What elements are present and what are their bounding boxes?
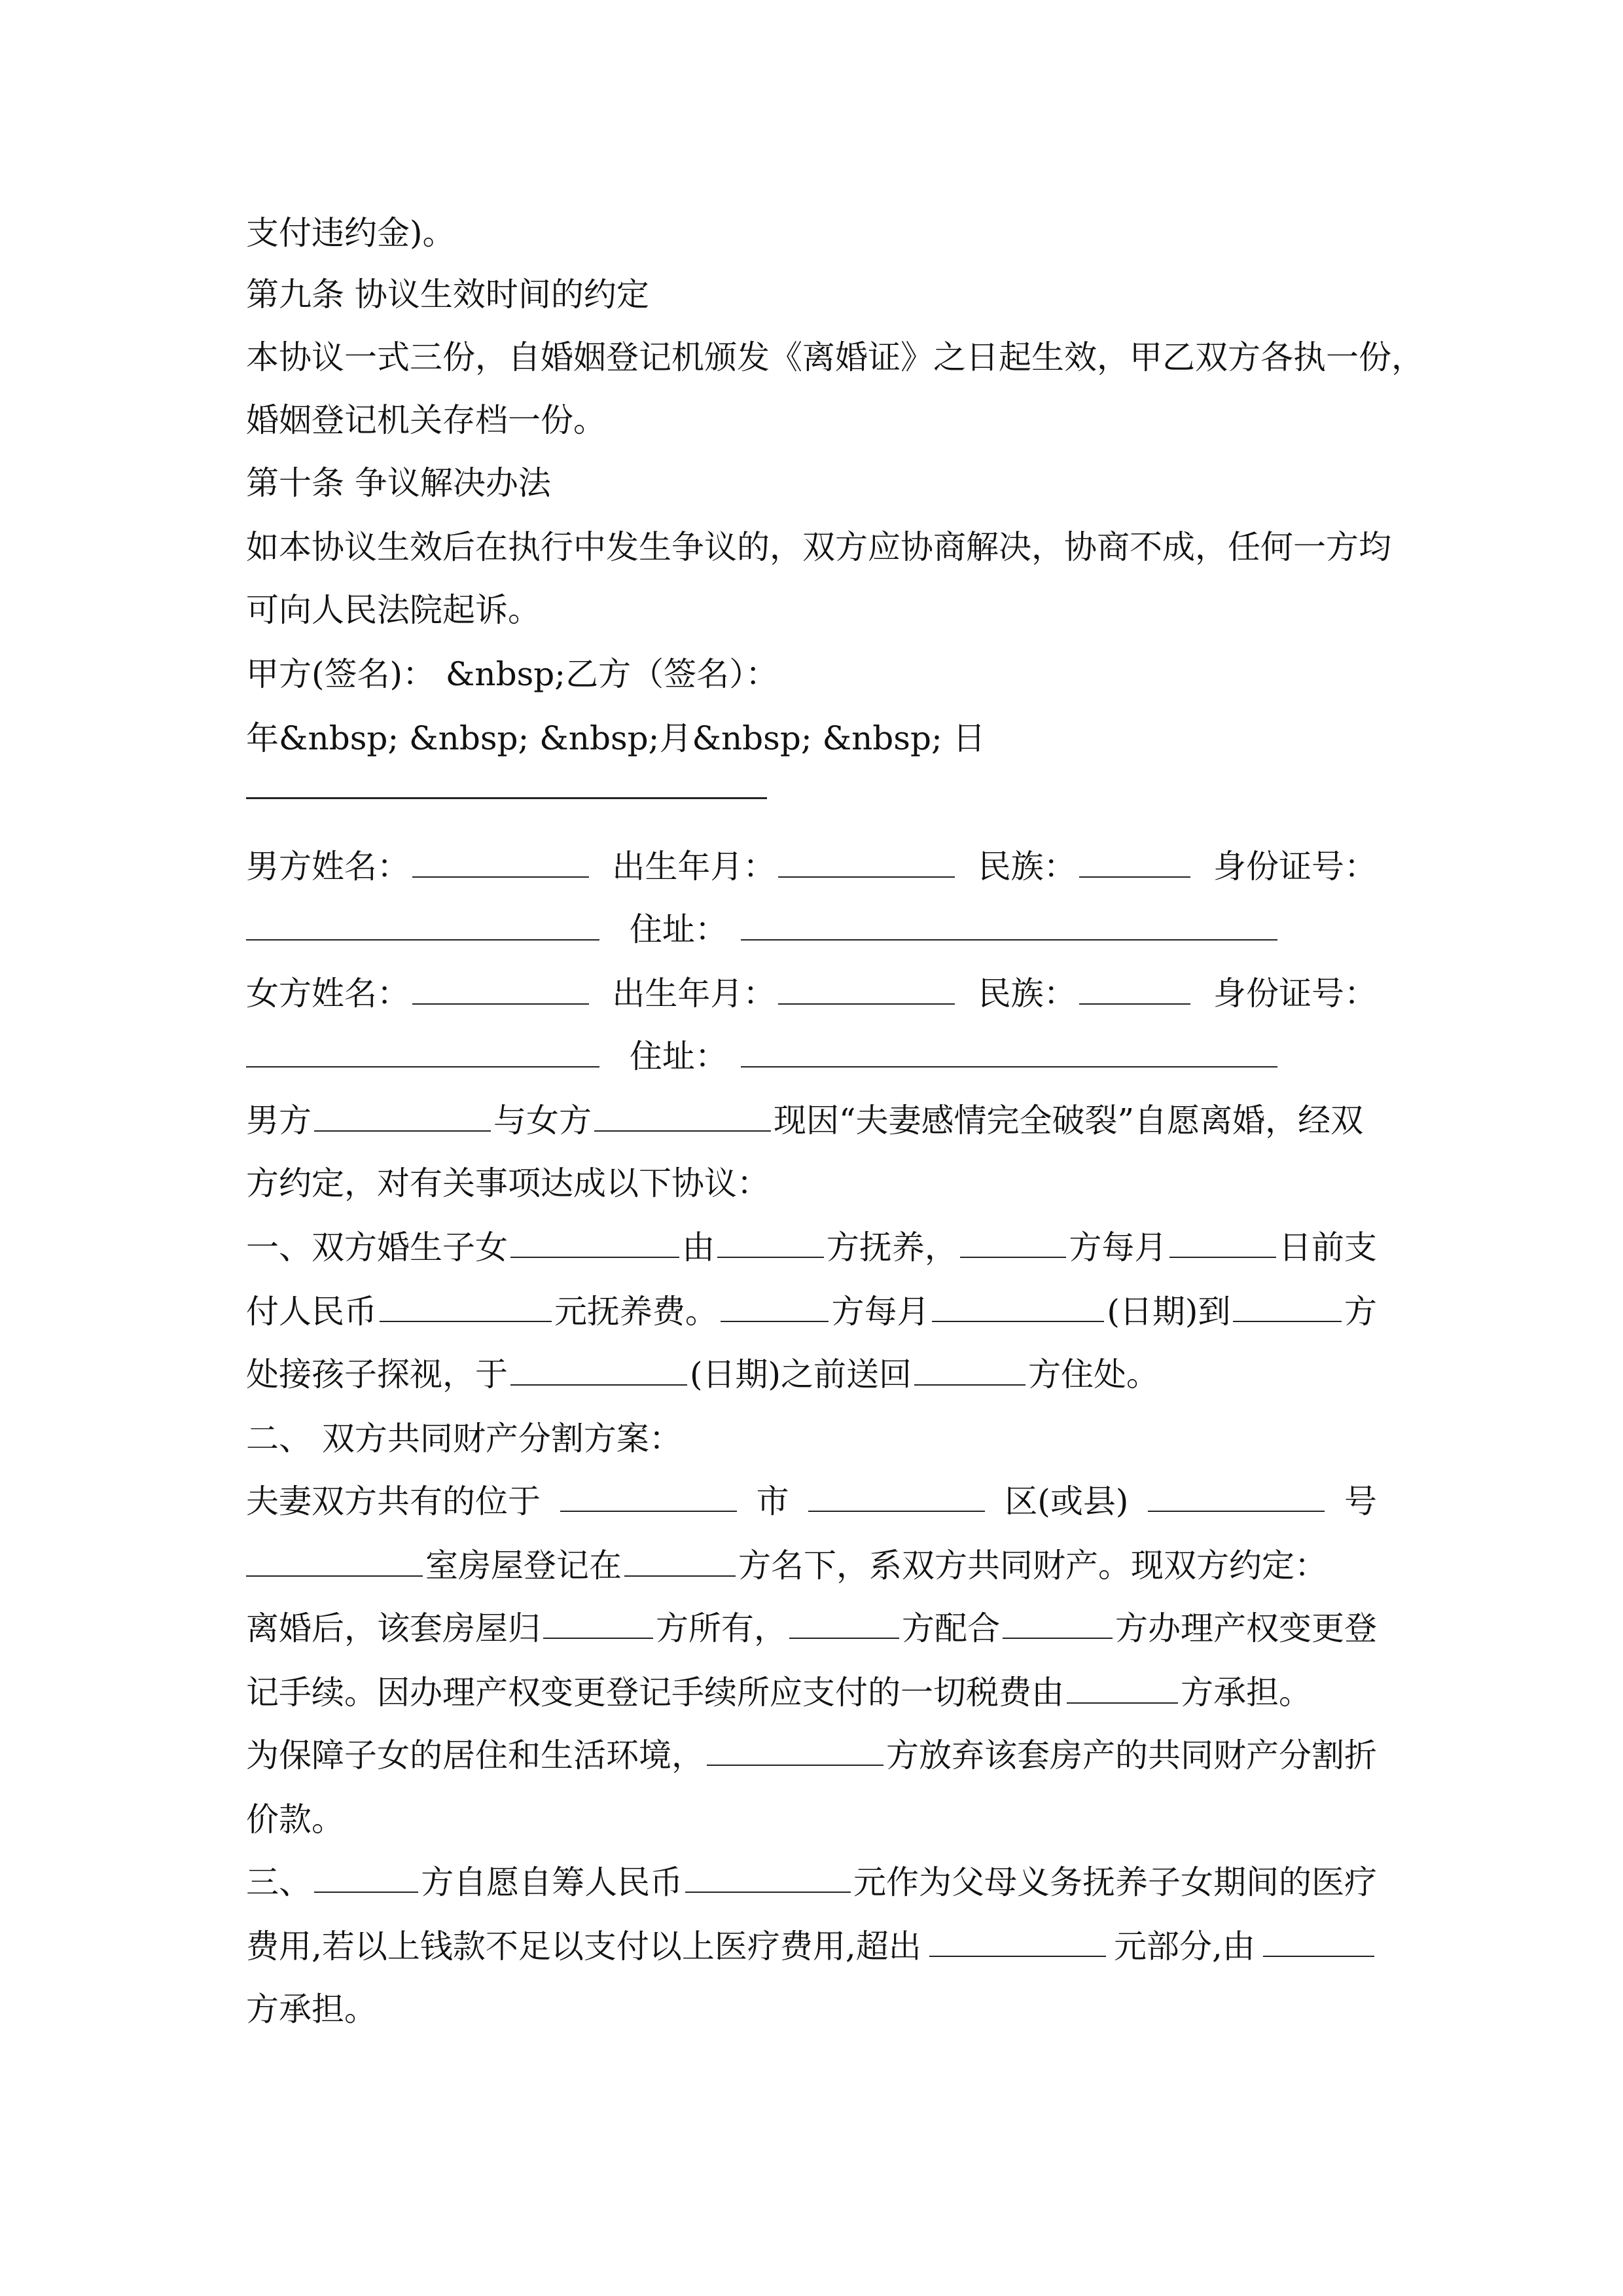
text-line: 本协议一式三份，自婚姻登记机颁发《离婚证》之日起生效，甲乙双方各执一份，: [246, 338, 1424, 376]
text-segment: 市: [756, 1482, 789, 1520]
property-line-2: [246, 1546, 1327, 1585]
fill-blank: [1233, 1292, 1342, 1322]
text-segment: 室房屋登记在: [425, 1547, 622, 1585]
man-birth-blank: [778, 848, 955, 878]
fill-blank: [960, 1228, 1067, 1258]
text-segment: 方所有，: [656, 1609, 787, 1647]
man-address-label: 住址：: [629, 910, 728, 948]
text-segment: 费用,若以上钱款不足以支付以上医疗费用,超出: [246, 1928, 921, 1965]
text-line: 婚姻登记机关存档一份。: [246, 401, 606, 439]
text-segment: 号: [1344, 1482, 1377, 1520]
text-segment: 记手续。因办理产权变更登记手续所应支付的一切税费由: [246, 1674, 1064, 1712]
text-segment: 方抚养，: [826, 1229, 957, 1266]
text-segment: 元抚养费。: [554, 1293, 718, 1331]
separator-dash-line: [246, 797, 767, 799]
parties-line: [246, 1101, 1363, 1140]
woman-id-blank: [246, 1037, 599, 1067]
text-segment: 方自愿自筹人民币: [421, 1863, 683, 1901]
man-birth-label: 出生年月：: [612, 848, 776, 886]
date-line: 年&nbsp; &nbsp; &nbsp;月&nbsp; &nbsp; 日: [246, 719, 986, 757]
text-segment: 现因“夫妻感情完全破裂”自愿离婚，经双: [774, 1102, 1364, 1139]
text-segment: 区(或县): [1005, 1482, 1129, 1520]
text-segment: 方配合: [902, 1609, 1000, 1647]
article-10-heading: 第十条 争议解决办法: [246, 464, 551, 502]
fill-blank: [914, 1355, 1026, 1386]
fill-blank: [932, 1292, 1104, 1322]
man-ethnic-blank: [1079, 848, 1190, 878]
text-segment: 方每月: [1069, 1229, 1168, 1266]
man-id-blank: [246, 910, 599, 941]
medical-line-1: [246, 1863, 1377, 1902]
text-line: 可向人民法院起诉。: [246, 591, 541, 629]
fill-blank: [560, 1482, 737, 1512]
text-segment: 方: [1344, 1293, 1377, 1331]
woman-address-blank: [741, 1037, 1277, 1067]
fill-blank: [594, 1102, 771, 1132]
man-address-blank: [741, 910, 1277, 941]
text-segment: 男方: [246, 1102, 312, 1139]
text-segment: (日期)之前送回: [690, 1355, 912, 1393]
fill-blank: [789, 1609, 899, 1639]
woman-ethnic-blank: [1079, 975, 1190, 1005]
fill-blank: [314, 1102, 491, 1132]
text-segment: (日期)到: [1107, 1293, 1231, 1331]
fill-blank: [721, 1292, 829, 1322]
woman-ethnic-label: 民族：: [978, 975, 1077, 1013]
property-line-3: [246, 1609, 1377, 1648]
text-line: 价款。: [246, 1801, 344, 1839]
text-segment: 由: [682, 1229, 715, 1266]
medical-line-2: [246, 1927, 1377, 1966]
text-segment: 元部分,由: [1113, 1928, 1255, 1965]
woman-birth-label: 出生年月：: [612, 975, 776, 1013]
man-address-row: [246, 910, 1280, 949]
man-name-blank: [412, 848, 589, 878]
text-segment: 方承担。: [1181, 1674, 1311, 1712]
fill-blank: [1148, 1482, 1325, 1512]
fill-blank: [380, 1292, 552, 1322]
text-segment: 为保障子女的居住和生活环境，: [246, 1736, 704, 1774]
fill-blank: [510, 1228, 679, 1258]
text-line: 方约定，对有关事项达成以下协议：: [246, 1164, 770, 1202]
woman-address-row: [246, 1037, 1280, 1076]
fill-blank: [717, 1228, 824, 1258]
text-line: 方承担。: [246, 1990, 377, 2028]
woman-name-blank: [412, 975, 589, 1005]
fill-blank: [624, 1547, 736, 1577]
property-line-5: [246, 1736, 1377, 1775]
fill-blank: [1003, 1609, 1113, 1639]
fill-blank: [510, 1355, 687, 1386]
fill-blank: [929, 1927, 1106, 1957]
text-line: 支付违约金)。: [246, 214, 455, 252]
property-line-1: [246, 1482, 1377, 1521]
text-segment: 方住处。: [1028, 1355, 1160, 1393]
article-9-heading: 第九条 协议生效时间的约定: [246, 276, 649, 314]
fill-blank: [685, 1863, 851, 1893]
custody-line-1: [246, 1228, 1377, 1267]
woman-id-label: 身份证号：: [1213, 975, 1377, 1013]
text-segment: 一、双方婚生子女: [246, 1229, 508, 1266]
fill-blank: [543, 1609, 653, 1639]
text-segment: 离婚后，该套房屋归: [246, 1609, 541, 1647]
woman-info-row: [246, 974, 1377, 1013]
text-line: 如本协议生效后在执行中发生争议的，双方应协商解决，协商不成，任何一方均: [246, 528, 1391, 566]
fill-blank: [246, 1547, 423, 1577]
woman-birth-blank: [778, 975, 955, 1005]
man-id-label: 身份证号：: [1213, 848, 1377, 886]
text-segment: 与女方: [493, 1102, 592, 1139]
fill-blank: [1067, 1674, 1178, 1704]
custody-line-3: [246, 1355, 1159, 1394]
fill-blank: [314, 1863, 418, 1893]
signature-line: 甲方(签名)： &nbsp;乙方（签名）：: [246, 655, 779, 693]
text-segment: 夫妻双方共有的位于: [246, 1482, 541, 1520]
man-name-label: 男方姓名：: [246, 848, 410, 886]
text-segment: 付人民币: [246, 1293, 377, 1331]
fill-blank: [808, 1482, 985, 1512]
text-segment: 处接孩子探视，于: [246, 1355, 508, 1393]
section-2-heading: 二、 双方共同财产分割方案：: [246, 1420, 682, 1458]
text-segment: 方办理产权变更登: [1115, 1609, 1377, 1647]
fill-blank: [707, 1736, 883, 1766]
fill-blank: [1263, 1927, 1374, 1957]
woman-name-label: 女方姓名：: [246, 975, 410, 1013]
fill-blank: [1169, 1228, 1276, 1258]
text-segment: 三、: [246, 1863, 312, 1901]
text-segment: 元作为父母义务抚养子女期间的医疗: [853, 1863, 1377, 1901]
man-info-row: [246, 847, 1377, 886]
text-segment: 日前支: [1279, 1229, 1378, 1266]
text-segment: 方名下，系双方共同财产。现双方约定：: [738, 1547, 1327, 1585]
man-ethnic-label: 民族：: [978, 848, 1077, 886]
custody-line-2: [246, 1292, 1377, 1331]
text-segment: 方每月: [831, 1293, 930, 1331]
woman-address-label: 住址：: [629, 1037, 728, 1075]
property-line-4: [246, 1673, 1311, 1712]
text-segment: 方放弃该套房产的共同财产分割折: [886, 1736, 1377, 1774]
